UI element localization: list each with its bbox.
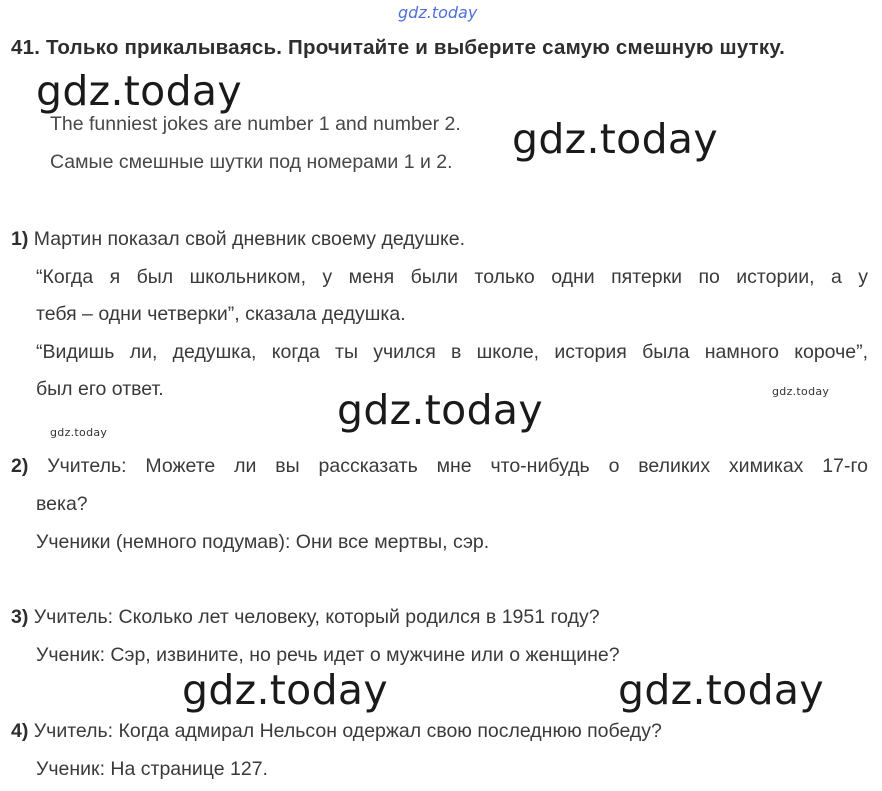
joke-2-line-2: века?: [36, 493, 88, 515]
exercise-heading: 41. Только прикалываясь. Прочитайте и выберите самую смешную шутку.: [11, 36, 786, 59]
watermark-top: gdz.today: [398, 3, 478, 22]
joke-text: Мартин показал свой дневник своему дедушке.: [33, 228, 466, 250]
joke-text: Учитель: Можете ли вы рассказать мне что-нибудь о великих химиках 17-го: [47, 455, 868, 477]
watermark: gdz.today: [182, 666, 388, 714]
joke-number: 4): [11, 720, 29, 742]
joke-2-line-3: Ученики (немного подумав): Они все мертвы, сэр.: [36, 531, 490, 553]
joke-1-line-3: тебя – одни четверки”, сказала дедушка.: [36, 303, 406, 325]
joke-1-line-4: “Видишь ли, дедушка, когда ты учился в школе, история была намного короче”,: [36, 341, 868, 363]
watermark-small: gdz.today: [50, 426, 108, 439]
joke-number: 3): [11, 606, 29, 628]
joke-3-line-1: [11, 606, 600, 629]
joke-1-line-5: был его ответ.: [36, 378, 164, 400]
watermark: gdz.today: [337, 386, 543, 434]
answer-english: The funniest jokes are number 1 and number 2.: [50, 113, 461, 135]
joke-3-line-2: Ученик: Сэр, извините, но речь идет о мужчине или о женщине?: [36, 644, 620, 666]
watermark-small: gdz.today: [772, 385, 830, 398]
joke-4-line-1: [11, 720, 662, 743]
watermark: gdz.today: [36, 67, 242, 115]
watermark: gdz.today: [618, 666, 824, 714]
joke-text: Учитель: Когда адмирал Нельсон одержал свою последнюю победу?: [33, 720, 662, 742]
joke-number: 1): [11, 228, 29, 250]
answer-russian: Самые смешные шутки под номерами 1 и 2.: [50, 151, 453, 173]
joke-text: Учитель: Сколько лет человеку, который родился в 1951 году?: [33, 606, 600, 628]
joke-number: 2): [11, 455, 29, 477]
joke-1-line-1: [11, 228, 465, 251]
watermark: gdz.today: [512, 115, 718, 163]
joke-4-line-2: Ученик: На странице 127.: [36, 758, 268, 780]
joke-1-line-2: “Когда я был школьником, у меня были только одни пятерки по истории, а у: [36, 266, 868, 288]
joke-2-line-1: [11, 455, 868, 478]
